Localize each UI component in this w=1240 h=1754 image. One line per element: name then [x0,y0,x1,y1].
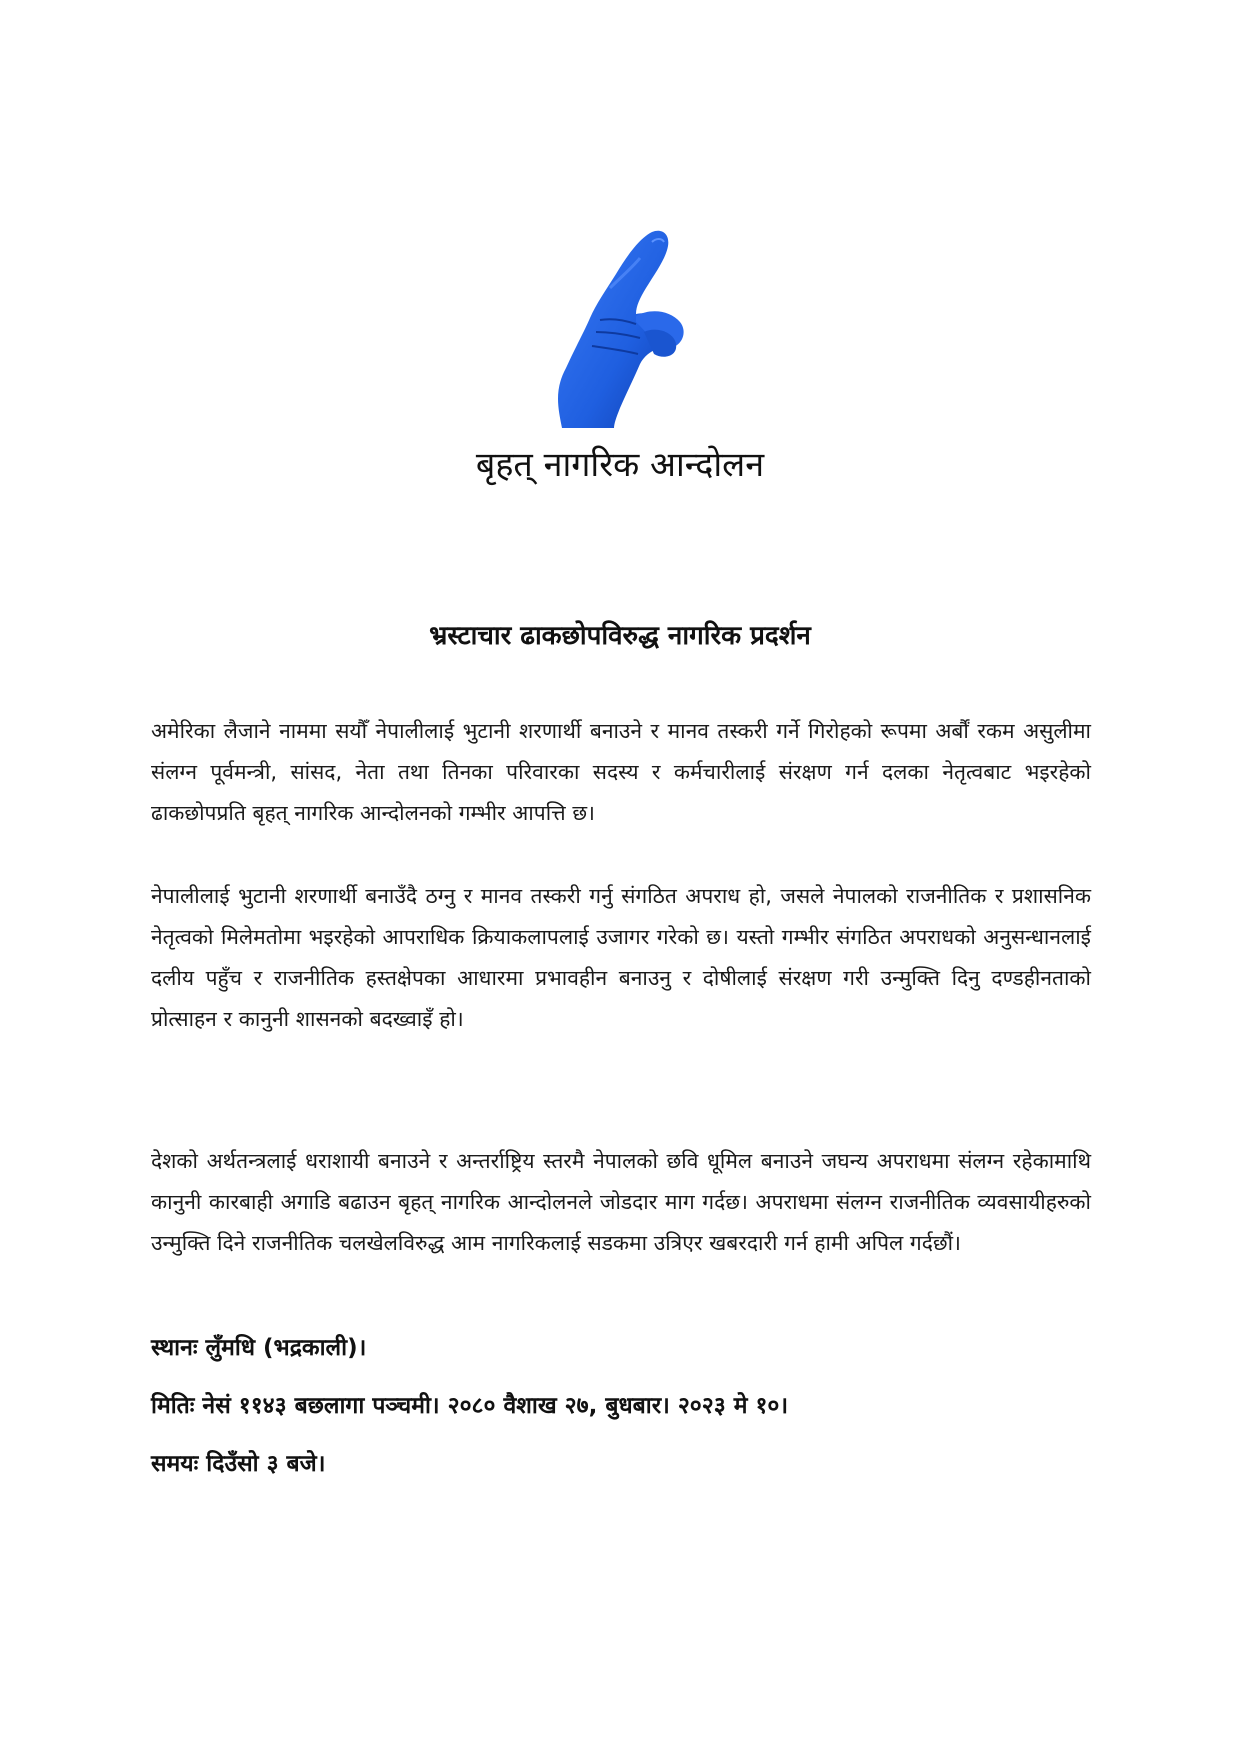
paragraph-2: नेपालीलाई भुटानी शरणार्थी बनाउँदै ठग्नु र मानव तस्करी गर्नु संगठित अपराध हो, जसले नेपालको राजनीतिक र प्रशासनिक नेतृत्वको मिलेमतोमा भइरहेको आपराधिक क्रियाकलापलाई उजागर गरेको छ। यस्तो गम्भीर संगठित अपराधको अनुसन्धानलाई दलीय पहुँच र राजनीतिक हस्तक्षेपका आधारमा प्रभावहीन बनाउनु र दोषीलाई संरक्षण गरी उन्मुक्ति दिनु दण्डहीनताको प्रोत्साहन र कानुनी शासनको बदख्वाइँ हो। [151,884,1091,1031]
paragraph-3: देशको अर्थतन्त्रलाई धराशायी बनाउने र अन्तर्राष्ट्रिय स्तरमै नेपालको छवि धूमिल बनाउने जघन्य अपराधमा संलग्न रहेकामाथि कानुनी कारबाही अगाडि बढाउन बृहत् नागरिक आन्दोलनले जोडदार माग गर्दछ। अपराधमा संलग्न राजनीतिक व्यवसायीहरुको उन्मुक्ति दिने राजनीतिक चलखेलविरुद्ध आम नागरिकलाई सडकमा उत्रिएर खबरदारी गर्न हामी अपिल गर्दछौं। [151,1149,1091,1255]
event-date: मितिः नेसं ११४३ बछलागा पञ्चमी। २०८० वैशाख २७, बुधबार। २०२३ मे १०। [151,1393,789,1419]
paragraph-1: अमेरिका लैजाने नाममा सयौँ नेपालीलाई भुटानी शरणार्थी बनाउने र मानव तस्करी गर्ने गिरोहको रूपमा अर्बौं रकम असुलीमा संलग्न पूर्वमन्त्री, सांसद, नेता तथा तिनका परिवारका सदस्य र कर्मचारीलाई संरक्षण गर्न दलका नेतृत्वबाट भइरहेको ढाकछोपप्रति बृहत् नागरिक आन्दोलनको गम्भीर आपत्ति छ। [151,719,1091,825]
raised-hand-fingers-icon [540,228,700,428]
event-place: स्थानः लुँमधि (भद्रकाली)। [151,1335,367,1361]
document-title: भ्रस्टाचार ढाकछोपविरुद्ध नागरिक प्रदर्शन [429,621,811,651]
organization-name: बृहत् नागरिक आन्दोलन [475,445,765,485]
event-time: समयः दिउँसो ३ बजे। [151,1451,326,1477]
